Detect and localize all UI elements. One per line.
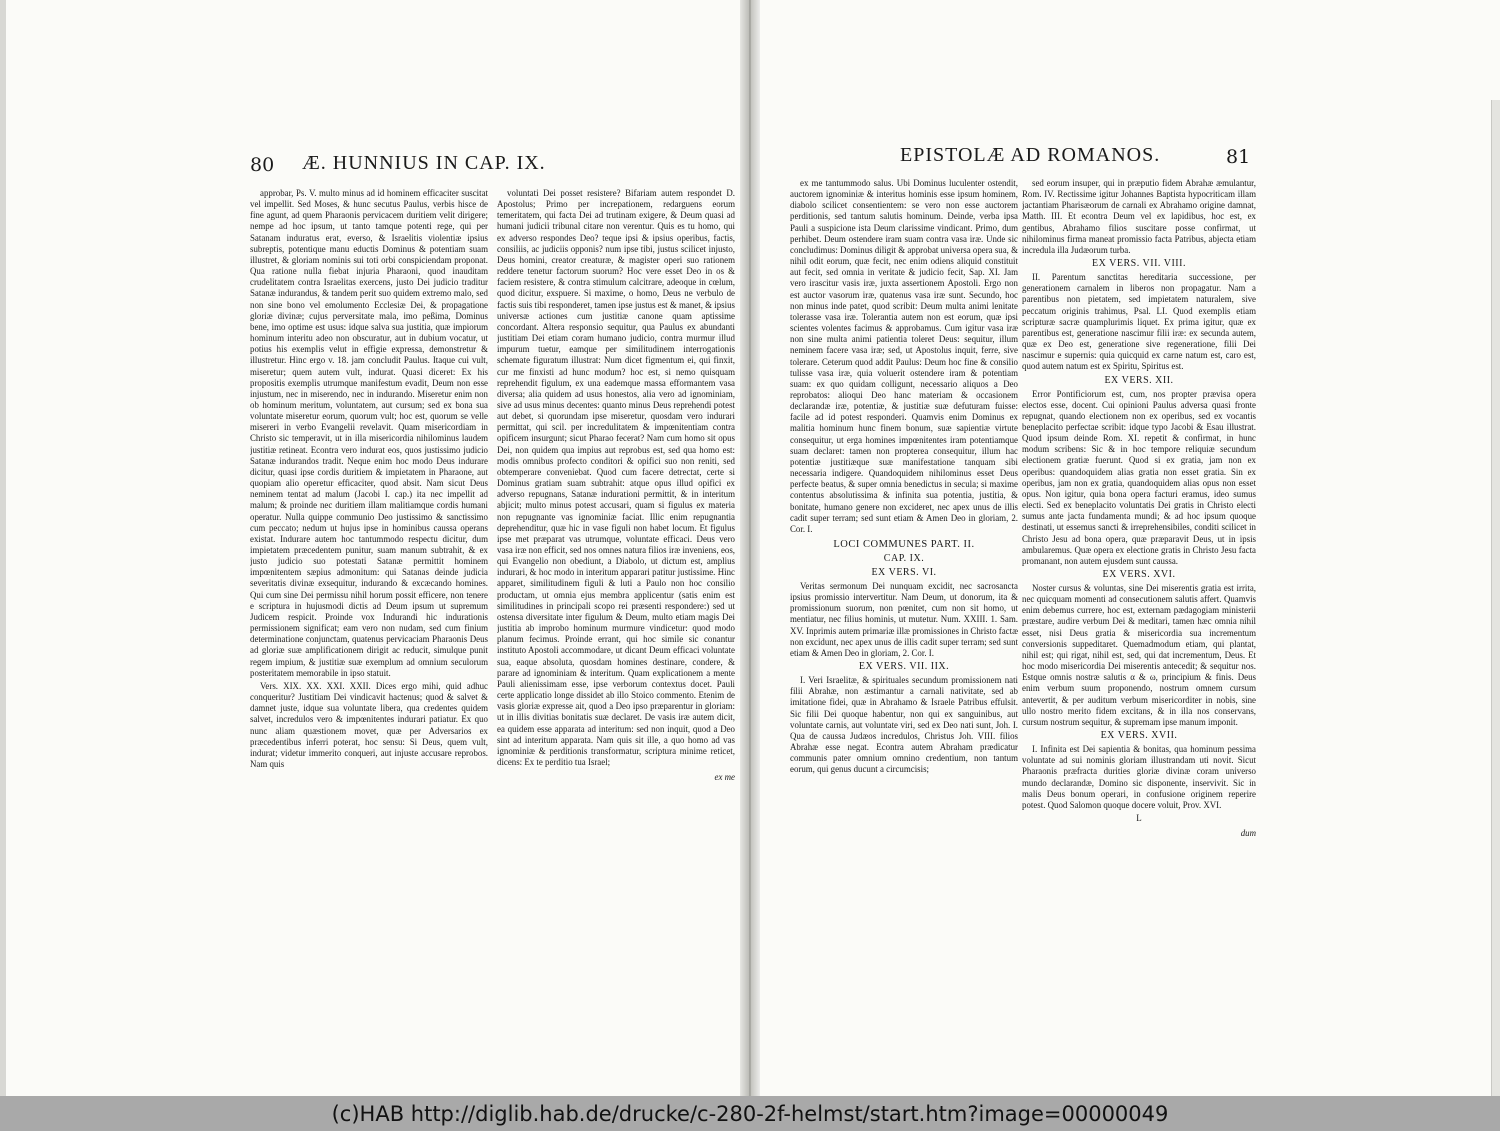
catchword: ex me — [714, 772, 735, 783]
left-page-column-2 — [497, 188, 735, 1018]
section-heading: LOCI COMMUNES PART. II. — [833, 539, 975, 550]
text-paragraph: Veritas sermonum Dei nunquam excidit, nec sacrosancta ipsius promissio intervertitur. Nam Deum, ut donorum, ita & promissionum suorum, non pœnitet, cum non sit homo, ut mentiatur, nec filius hominis, ut mutetur. Num. XXIII. 1. Sam. XV. Inprimis autem primariæ illæ promissiones in Christo factæ non excidunt, nec apex unus de illis cadit super terram; sed sunt etiam & Amen Deo in gloriam, 2. Cor. I. — [790, 581, 1018, 658]
text-paragraph: Noster cursus & voluntas, sine Dei miserentis gratia est irrita, nec quicquam momenti ad consecutionem salutis affert. Quamvis enim debemus currere, hoc est, externam pædagogiam ministerii præstare, audire verbum Dei & meditari, tamen hæc omnia nihil esset, nisi Deus gratia & misericordia sua incrementum conversionis suppeditaret. Quemadmodum etiam, qui plantat, nihil est; qui rigat, nihil est, sed, qui dat incrementum, Deus. Et hoc modo misericordia Dei miserentis antecedit; & sequitur nos. Estque omnis nostræ salutis α & ω, principium & finis. Deus enim verbum suum proponendo, nostrum omnem cursum antevertit, & per auditum verbum misericorditer in nobis, sine ullo nostro merito fidem excitans, & in illa nos conservans, cursum nostrum sequitur, & supremam ipse manum imponit. — [1022, 583, 1256, 727]
left-page-number: 80 — [250, 154, 275, 176]
right-page-column-1 — [790, 178, 1018, 986]
section-heading: EX VERS. VI. — [871, 567, 937, 578]
catchword: dum — [1240, 828, 1256, 839]
section-heading: EX VERS. VII. IIX. — [858, 661, 950, 673]
section-heading: EX VERS. VII. VIII. — [1092, 258, 1186, 270]
book-gutter — [740, 0, 760, 1096]
text-paragraph: II. Parentum sanctitas hereditaria successione, per generationem carnalem in liberos non propagatur. Nam a parentibus non pietatem, sed impietatem naturalem, sive peccatum originis trahimus, Psal. LI. Quod exemplis etiam scripturæ sacræ quamplurimis liquet. Ex prima igitur, quæ ex parentibus est, generatione nascimur filii iræ: ex secunda autem, quæ ex Deo est, generatione sive regeneratione, filii Dei nascimur e supernis: quia quicquid ex carne natum est, caro est, quod autem natum est ex Spiritu, Spiritus est. — [1022, 272, 1256, 372]
right-page-header — [790, 144, 1260, 172]
text-paragraph: voluntati Dei posset resistere? Bifariam autem respondet D. Apostolus; Primo per increpationem, redarguens eorum temeritatem, qui facta Dei ad trutinam exigere, & Deum quasi ad humani judicii tribunal citare non verentur. Quis es tu homo, qui ex adverso respondes Deo? teque ipsi & ipsius operibus, factis, consiliis, ac judiciis opponis? num ipse tibi, justus scilicet injusto, Deus homini, creator creaturæ, & magister operi suo rationem reddere tenetur factorum suorum? Hoc vere esset Deo in os & faciem resistere, & contra stimulum calcitrare, adeoque in cœlum, quod dicitur, exspuere. Si maxime, o homo, Deus ne verbulo de factis suis tibi responderet, tamen ipse justus est & manet, & ipsius universæ actiones cum justitiæ canone quam aptissime concordant. Altera responsio sequitur, qua Paulus ex abundanti justitiam Dei etiam coram humano judicio, contra murmur illud impurum tuetur, eamque per similitudinem interrogationis schemate figuratum illustrat: Num dicet figmentum ei, qui finxit, cur me finxisti ad hunc modum? hoc est, si nemo quisquam reprehendit figulum, ex una eademque massa efformantem vasa diversa; alia quidem ad usus honestos, alia vero ad ignominiam, sive ad usus minus decentes: quanto minus Deus reprehendi potest aut debet, si quorundam ipse miseretur, quosdam vero indurari permittat, qui scil. per incredulitatem & impœnitentiam contra opificem insurgunt; sicut Pharao fecerat? Nam cum homo sit opus Dei, non quidem qua impius aut reprobus est, sed qua homo est: modis omnibus profecto conditori & opifici suo non reniti, sed obtemperare conveniebat. Quod cum facere detrectat, certe si Dominus gratiam suam subtrahit: atque opus illud opifici ex adverso repugnans, Satanæ indurationi permittit, & in interitum abjicit; multo minus potest accusari, quam si figulus ex materia non repugnante vas ignominiæ faciat. Illic enim repugnantia deprehenditur, quæ hic in vase figuli non habet locum. Et figulus ipse met præparat vas utrumque, voluntate efficaci. Deus vero vasa iræ non efficit, sed nos omnes natura filios iræ inveniens, eos, qui Evangelio non obediunt, a Diabolo, ut dictum est, amplius indurari, & hoc modo in interitum apparari patitur justissime. Hinc apparet, similitudinem figuli & luti a Paulo non hoc consilio productam, ut omnia ejus membra applicentur (satis enim est similitudines in principali scopo rei præsenti respondere:) sed ut ostensa diversitate inter figulum & Deum, multo etiam magis Dei justitia ab improbo hominum murmure vindicetur: quod modo planum fecimus. Proinde errant, qui hoc simile sic conantur instituto Apostoli accommodare, ut dicant Deum efficaci voluntate sua, eaque absoluta, quosdam homines destinare, condere, & parare ad ignominiam & interitum. Quam explicationem a mente Pauli alienissimam esse, ipse verborum contextus docet. Pauli certe applicatio longe dissidet ab illo Stoico commento. Etenim de vasis gloriæ expresse ait, quod a Deo ipso præparentur in gloriam: ut in illis divitias bonitatis suæ declaret. De vasis iræ autem dicit, ea quidem esse apparata ad interitum: sed non inquit, quod a Deo sint ad interitum apparata. Nam quis sit ille, a quo homo ad vas ignominiæ & perditionis transformatur, scriptura minime reticet, dicens: Ex te perditio tua Israel; — [497, 188, 735, 767]
section-heading: EX VERS. XVI. — [1102, 569, 1176, 580]
text-paragraph: Error Pontificiorum est, cum, nos propter prævisa opera electos esse, docent. Cui opinioni Paulus adversa quasi fronte repugnat, quando electionem non ex operibus, sed ex vocantis beneplacito perfectae scribit: idque typo Jacobi & Esau illustrat. Quod ipsum deinde Rom. XI. repetit & confirmat, in hunc modum scribens: Sic & in hoc tempore reliquiæ secundum electionem gratiæ fuerunt. Quod si ex gratia, jam non ex operibus: quandoquidem alias gratia non esset gratia. Sin ex operibus, jam non ex gratia, quandoquidem alias opus non esset opus. Non igitur, quia bona opera facturi eramus, ideo sumus electi. Sed ex beneplacito voluntatis Dei gratis in Christo electi sumus ante jacta fundamenta mundi; & ad hoc ipsum quoque destinati, ut essemus sancti & irreprehensibiles, conditi scilicet in Christo Jesu ad bona opera, quæ præparavit Deus, ut in ipsis ambularemus. Quæ opera ex electione gratis in Christo Jesu facta promanant, non autem ejusdem sunt caussa. — [1022, 388, 1256, 566]
signature-mark: L — [1136, 812, 1142, 823]
section-heading: EX VERS. XII. — [1104, 374, 1174, 386]
text-paragraph: approbar, Ps. V. multo minus ad id hominem efficaciter suscitat vel impellit. Sed Moses, & hunc secutus Paulus, verbis hisce de fine agunt, ad quem Pharaonis pervicacem duritiem velit dirigere; nempe ad hoc ipsum, ut tanto tamque potenti rege, qui per Satanam induratus erat, everso, & Israelitis violentiæ ipsius subreptis, potentique manu eductis Dominus & potentiam suam illustret, & gloriam nominis sui toti orbi conspiciendam proponat. Qua ratione nulla fiebat injuria Pharaoni, quod inauditam crudelitatem contra Israelitas exercens, justo Dei judicio traditur Satanæ indurandus, & tandem perit suo quidem extremo malo, sed non sine bono vel emolumento Ecclesiæ Dei, & propagatione gloriæ divinæ; cujus perversitate mala, imo peßima, Dominus bene, imo optime est usus: idque salva sua justitia, quæ impiorum hominum interitu adeo non obscuratur, aut in dubium vocatur, ut potius his exemplis velut in effigie expressa, demonstretur & illustretur. Hinc ergo v. 18. jam concludit Paulus. Itaque cui vult, miseretur; quem autem vult, indurat. Quasi diceret: Ex his propositis exemplis utrumque manifestum evadit, Deum non esse injustum, nec in miserendo, nec in indurando. Miseretur enim non ob hominum meritum, voluntatem, aut cursum; sed ex bona sua voluntate miseretur eorum, quorum vult; hoc est, quorum se velle misereri in verbo Evangelii revelavit. Quam misericordiam in Christo sic temperavit, ut in illa misericordia nihilominus laudem justitiæ retineat. Econtra vero indurat eos, quos justissimo judicio Satanæ indurandos tradit. Neque enim hoc modo Deus indurare dicitur, quasi ipse cordis duritiem & impietatem in Pharaone, aut quopiam alio operetur efficaciter, quod absit. Nam sicut Deus neminem tentat ad malum (Jacobi I. cap.) ita nec impellit ad malum; & proinde nec duritiem illam malitiamque cordis humani operatur. Nulla quippe communio Deo justissimo & sanctissimo cum peccato; nedum ut hujus ipse in hominibus caussa operans existat. Indurare autem hoc tantummodo respectu dicitur, dum impietatem præcedentem punitur, suam manum subtrahit, & ex justo judicio suo potestati Satanæ permittit hominem impœnitentem sæpius admonitum: qui Satanas deinde judicia severitatis divinæ exsequitur, indurando & excæcando homines. Qui cum sine Dei permissu nihil horum possit efficere, non tenere e scriptura in hujusmodi dictis ad Deum ipsum ut supremum Judicem respicit. Proinde vox Indurandi hic indurationis permissionem significat; eam vero non nudam, sed cum finium determinatione conjunctam, quatenus pervicaciam Pharaonis Deus ad gloriæ suæ amplificationem dirigit ac reducit, simulque punit regem impium, & justitiæ suæ exemplum ad omnium seculorum posteritatem memorabile in ipso statuit. — [250, 188, 488, 678]
text-paragraph: I. Infinita est Dei sapientia & bonitas, qua hominum pessima voluntate ad sui nominis gloriam illustrandam uti novit. Sicut Pharaonis præfracta durities gloriæ divinæ coram universo mundo declarandæ, Domino sic disponente, inservivit. Sic in malis Deus bonum operari, in confusione originem reperire potest. Quod Salomon quoque docere voluit, Prov. XVI. — [1022, 744, 1256, 810]
section-heading: EX VERS. XVII. — [1100, 730, 1178, 742]
text-paragraph: Vers. XIX. XX. XXI. XXII. Dices ergo mihi, quid adhuc conqueritur? Justitiam Dei vindicavit hactenus; quod & salvet & damnet juste, idque sua voluntate libera, qua credentes quidem salvet, incredulos vero & impœnitentes indurari patiatur. Ex quo nunc aliam quæstionem movet, quæ per Adversarios ex præcedentibus inferri poterat, hoc sensu: Si Deus, quem vult, indurat; videtur immerito conqueri, aut injuste accusare reprobos. Nam quis — [250, 680, 488, 769]
right-page-column-2 — [1022, 178, 1256, 1008]
left-running-title: Æ. HUNNIUS IN CAP. IX. — [302, 152, 546, 174]
text-paragraph: sed eorum insuper, qui in præputio fidem Abrahæ æmulantur, Rom. IV. Rectissime igitur Johannes Baptista hypocriticam illam jactantiam Pharisæorum de carnali ex Abrahamo origine damnat, Matth. III. Et econtra Deum vel ex lapidibus, hoc est, ex gentibus, Abrahamo filios suscitare posse confirmat, ut nihilominus firma maneat promissio facta Patribus, abjecta etiam incredula illa Judæorum turba. — [1022, 178, 1256, 255]
right-page-edge — [1491, 100, 1500, 1096]
left-page-edge — [0, 0, 6, 1096]
left-page-column-1 — [250, 188, 488, 1008]
text-paragraph: ex me tantummodo salus. Ubi Dominus luculenter ostendit, auctorem ignominiæ & interitus hominis esse ipsum hominem, diabolo scilicet consentientem: se vero non esse auctorem perditionis, sed tantum salutis hominum. Deinde, verba ipsa Pauli a suspicione ista Deum clarissime vindicant. Primo, dum perhibet. Deum ostendere iram suam contra vasa iræ. Unde sic concludimus: Dominus diligit & approbat universa opera sua, & nihil odit eorum, quæ fecit, nec enim odiens aliquid constituit aut fecit, sed omnia in veritate & judicio fecit, Sap. XI. Jam vero irascitur vasis iræ, juxta assertionem Apostoli. Ergo non est auctor vasorum iræ, quatenus vasa iræ sunt. Secundo, hoc non minus inde patet, quod scribit: Deum multa animi lenitate tolerasse vasa iræ. Tolerantia autem non est eorum, quæ ipsi scientes volentes facimus & approbamus. Cum igitur vasa iræ non sine multa animi patientia toleret Deus: sequitur, illum neminem facere vasa iræ; sed, ut Apostolus inquit, ferre, sive tolerare. Ceterum quod addit Paulus: Deum hoc fine & consilio tulisse vasa iræ, quia voluerit ostendere iram & potentiam suam: ex quo quidam colligunt, necessario aliquos a Deo reprobatos: alioqui Deo hanc materiam & occasionem declarandæ iræ, potentiæ, & justitiæ suæ defuturam fuisse: facile ad id potest responderi. Quamvis enim Dominus ex malitia hominum hunc finem bonum, suæ sapientiæ virtute consequitur, ut erga homines impœnitentes iram potentiamque suam declaret: tamen non propterea consequitur, illum hac potentiæ justitiæque suæ manifestatione tanquam sibi necessaria indigere. Quandoquidem nihilominus esset Deus perfecte beatus, & super omnia benedictus in secula; si maxime contentus absolutissima & infinita sua potentia, justitia, & bonitate, humano genere non excideret, nec apex unus de illis cadit super terram; sed sunt etiam & Amen Deo in gloriam, 2. Cor. I. — [790, 178, 1018, 534]
footer-credit: (c)HAB http://diglib.hab.de/drucke/c-280-2f-helmst/start.htm?image=00000049 — [331, 1101, 1169, 1126]
text-paragraph: I. Veri Israelitæ, & spirituales secundum promissionem nati filii Abrahæ, non æstimantur a carnali nativitate, sed ab imitatione fidei, quæ in Abrahamo & Israele Patribus effulsit. Sic filii Dei quoque habentur, non qui ex sanguinibus, aut voluntate carnis, aut voluntate viri, sed ex Deo nati sunt, Joh. I. Qua de caussa Judæos incredulos, Christus Joh. VIII. filios Abrahæ esse negat. Econtra autem Abraham prædicatur communis pater omnium omnino credentium, non tantum eorum, qui genus ducunt a circumcisis; — [790, 675, 1018, 775]
section-heading: CAP. IX. — [883, 553, 925, 564]
footer-bar — [0, 1096, 1500, 1131]
right-page-number: 81 — [1226, 146, 1251, 168]
left-page-header — [250, 152, 600, 180]
right-running-title: EPISTOLÆ AD ROMANOS. — [900, 144, 1161, 166]
